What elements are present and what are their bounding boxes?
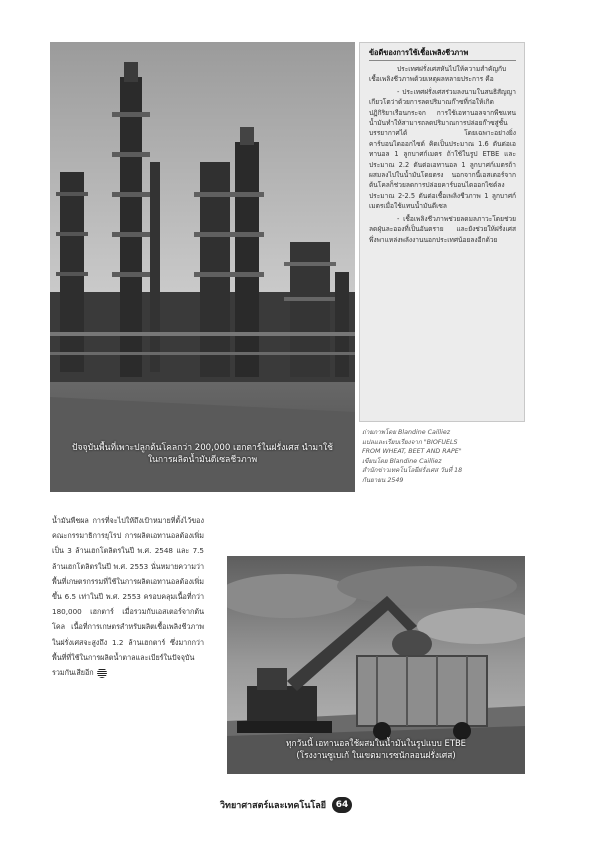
- truck-photo-caption: [227, 737, 525, 761]
- sidebar-paragraph: - เชื้อเพลิงชีวภาพช่วยลดมลภาวะโดยช่วยลดฝุ่นละอองที่เป็นอันตราย และยังช่วยให้ฝรั่งเศสพึ่งพาแหล่งพลังงานนอกประเทศน้อยลงอีกด้วย: [369, 214, 516, 244]
- photo-credit: [362, 428, 527, 486]
- body-paragraph: น้ำมันพืชผล การที่จะไปให้ถึงเป้าหมายที่ตั้งไว้ของคณะกรรมาธิการยุโรป การผลิตเอทานอลต้องเพิ่มเป็น 3 ล้านเฮกโตลิตรในปี พ.ศ. 2548 และ 7.5 ล้านเฮกโตลิตรในปี พ.ศ. 2553 นั่นหมายความว่าพื้นที่เกษตรกรรมที่ใช้ในการผลิตเอทานอลต้องเพิ่มขึ้น 6.5 เท่าในปี พ.ศ. 2553 ครอบคลุมเนื้อที่กว่า 180,000 เฮกตาร์ เมื่อรวมกับเอสเตอร์จากต้นโคล เนื้อที่การเกษตรสำหรับผลิตเชื้อเพลิงชีวภาพในฝรั่งเศสจะสูงถึง 1.2 ล้านเฮกตาร์ ซึ่งมากกว่าพื้นที่ที่ใช้ในการผลิตน้ำตาลและเบียร์ในปัจจุบันรวมกันเสียอีก: [52, 516, 204, 678]
- credit-line: FROM WHEAT, BEET AND RAPE": [362, 448, 462, 456]
- refinery-photo-caption: [50, 442, 355, 466]
- credit-line: แปลและเรียบเรียงจาก "BIOFUELS: [362, 438, 458, 446]
- caption-line: ปัจจุบันพื้นที่เพาะปลูกต้นโคลกว่า 200,000 เฮกตาร์ในฝรั่งเศส นำมาใช้: [72, 443, 333, 453]
- page-footer: [220, 794, 352, 816]
- advantages-sidebar: [359, 42, 525, 422]
- credit-line: กันยายน 2549: [362, 476, 404, 484]
- page-number: 64: [332, 797, 352, 813]
- end-of-article-icon: [97, 668, 107, 678]
- caption-line: ทุกวันนี้ เอทานอลใช้ผสมในน้ำมันในรูปแบบ ETBE: [286, 738, 466, 748]
- credit-line: ถ่ายภาพโดย Blandine Cailliez: [362, 429, 451, 436]
- caption-line: ในการผลิตน้ำมันดีเซลชีวภาพ: [147, 455, 258, 465]
- refinery-photo: [50, 42, 355, 492]
- sidebar-paragraph: - ประเทศฝรั่งเศสร่วมลงนามในสนธิสัญญาเกียวโตว่าด้วยการลดปริมาณก๊าซที่ก่อให้เกิดปฏิกิริยาเรือนกระจก การใช้เอทานอลจากพืชแทนน้ำมันทำให้สามารถลดปริมาณการปล่อยก๊าซสู่ชั้นบรรยากาศได้ โดยเฉพาะอย่างยิ่งคาร์บอนไดออกไซด์ คิดเป็นประมาณ 1.6 ตันต่อเอทานอล 1 ลูกบาศก์เมตร ถ้าใช้ในรูป ETBE และประมาณ 2.2 ตันต่อเอทานอล 1 ลูกบาศก์เมตรถ้าผสมลงไปในน้ำมันโดยตรง นอกจากนี้เอสเตอร์จากต้นโคลก็ช่วยลดการปล่อยคาร์บอนไดออกไซด์ลงประมาณ 2-2.5 ตันต่อเชื้อเพลิงชีวภาพ 1 ลูกบาศก์เมตรเมื่อใช้แทนน้ำมันดีเซล: [369, 87, 516, 211]
- caption-line: (โรงงานซูเบเก้ ในเขตมาเรซนักลอนฝรั่งเศส): [296, 750, 456, 760]
- magazine-name: วิทยาศาสตร์และเทคโนโลยี: [220, 801, 327, 811]
- sidebar-paragraph: ประเทศฝรั่งเศสหันไปให้ความสำคัญกับเชื้อเพลิงชีวภาพด้วยเหตุผลหลายประการ คือ: [369, 65, 507, 84]
- body-text-column: [52, 513, 204, 680]
- credit-line: สำนักข่าวเทคโนโลยีฝรั่งเศส วันที่ 18: [362, 467, 463, 475]
- credit-line: เขียนโดย Blandine Cailliez: [362, 457, 442, 465]
- sidebar-title: ข้อดีของการใช้เชื้อเพลิงชีวภาพ: [369, 47, 516, 61]
